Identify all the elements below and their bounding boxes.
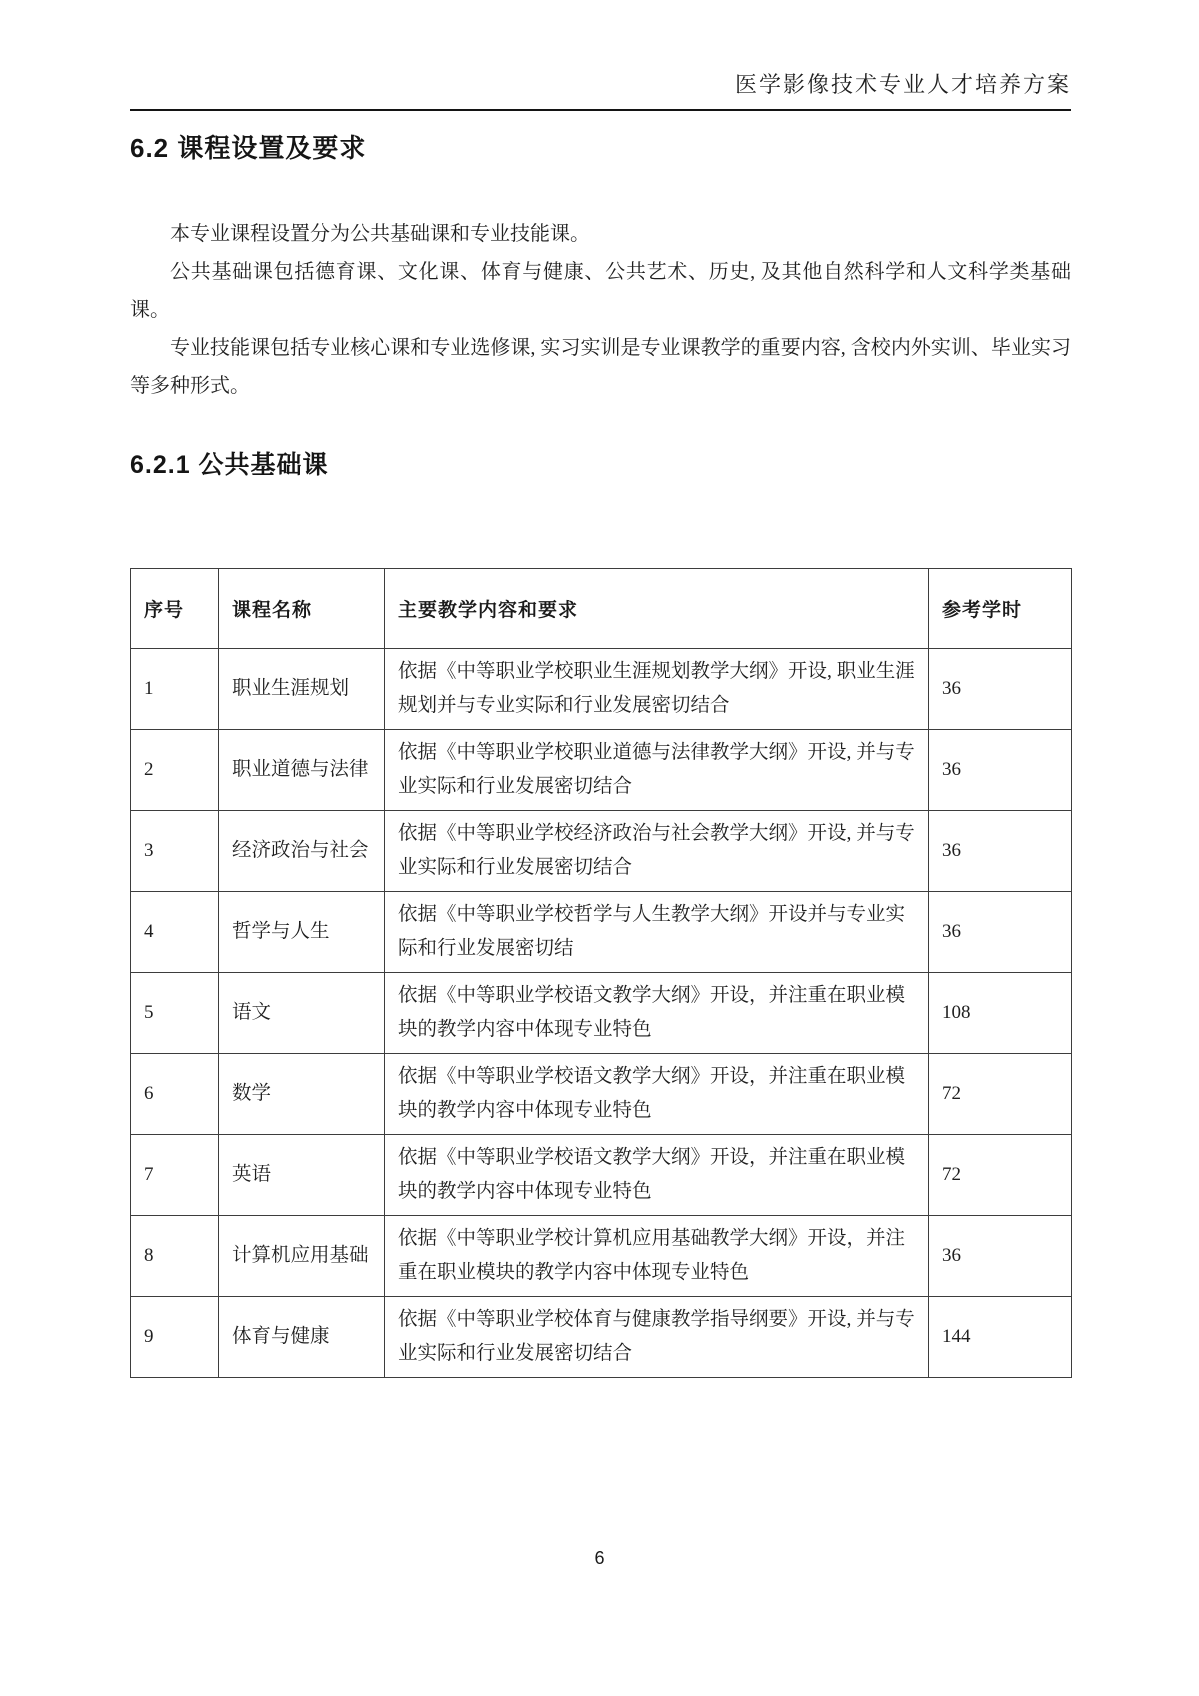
paragraph-intro: 本专业课程设置分为公共基础课和专业技能课。 — [170, 223, 590, 245]
cell-hours: 72 — [929, 1135, 1072, 1216]
cell-no: 3 — [131, 811, 219, 892]
running-header — [130, 0, 1071, 111]
cell-name: 哲学与人生 — [219, 892, 385, 973]
cell-no: 4 — [131, 892, 219, 973]
cell-name: 经济政治与社会 — [219, 811, 385, 892]
table-row — [131, 1216, 1072, 1297]
cell-name: 体育与健康 — [219, 1297, 385, 1378]
table-row — [131, 973, 1072, 1054]
cell-name: 语文 — [219, 973, 385, 1054]
cell-name: 职业生涯规划 — [219, 649, 385, 730]
cell-no: 1 — [131, 649, 219, 730]
cell-hours: 36 — [929, 649, 1072, 730]
cell-no: 2 — [131, 730, 219, 811]
cell-hours: 144 — [929, 1297, 1072, 1378]
document-page — [130, 0, 1071, 1378]
table-header-row — [131, 569, 1072, 649]
table-row — [131, 811, 1072, 892]
cell-content: 依据《中等职业学校经济政治与社会教学大纲》开设, 并与专业实际和行业发展密切结合 — [385, 811, 929, 892]
cell-content: 依据《中等职业学校职业道德与法律教学大纲》开设, 并与专业实际和行业发展密切结合 — [385, 730, 929, 811]
table-row — [131, 1297, 1072, 1378]
cell-hours: 36 — [929, 892, 1072, 973]
cell-no: 9 — [131, 1297, 219, 1378]
cell-hours: 72 — [929, 1054, 1072, 1135]
paragraph-professional-skill: 专业技能课包括专业核心课和专业选修课, 实习实训是专业课教学的重要内容, 含校内外实训、毕业实习等多种形式。 — [130, 337, 1071, 397]
section-heading-6-2: 6.2 课程设置及要求 — [130, 133, 367, 163]
section-heading-6-2-1: 6.2.1 公共基础课 — [130, 451, 329, 479]
running-header-title: 医学影像技术专业人才培养方案 — [734, 72, 1071, 97]
cell-hours: 108 — [929, 973, 1072, 1054]
column-header-hours: 参考学时 — [929, 569, 1072, 649]
cell-hours: 36 — [929, 730, 1072, 811]
table-row — [131, 1054, 1072, 1135]
cell-name: 计算机应用基础 — [219, 1216, 385, 1297]
paragraph-public-basic: 公共基础课包括德育课、文化课、体育与健康、公共艺术、历史, 及其他自然科学和人文科学类基础课。 — [130, 261, 1071, 321]
cell-content: 依据《中等职业学校哲学与人生教学大纲》开设并与专业实际和行业发展密切结 — [385, 892, 929, 973]
column-header-no: 序号 — [131, 569, 219, 649]
cell-content: 依据《中等职业学校语文教学大纲》开设，并注重在职业模块的教学内容中体现专业特色 — [385, 973, 929, 1054]
cell-name: 英语 — [219, 1135, 385, 1216]
body-paragraphs — [130, 215, 1071, 405]
table-row — [131, 1135, 1072, 1216]
cell-no: 5 — [131, 973, 219, 1054]
cell-name: 职业道德与法律 — [219, 730, 385, 811]
column-header-content: 主要教学内容和要求 — [385, 569, 929, 649]
table-row — [131, 892, 1072, 973]
cell-name: 数学 — [219, 1054, 385, 1135]
column-header-name: 课程名称 — [219, 569, 385, 649]
cell-content: 依据《中等职业学校语文教学大纲》开设，并注重在职业模块的教学内容中体现专业特色 — [385, 1054, 929, 1135]
cell-no: 7 — [131, 1135, 219, 1216]
page-number: 6 — [594, 1548, 605, 1568]
cell-content: 依据《中等职业学校语文教学大纲》开设，并注重在职业模块的教学内容中体现专业特色 — [385, 1135, 929, 1216]
table-row — [131, 730, 1072, 811]
cell-hours: 36 — [929, 811, 1072, 892]
cell-no: 8 — [131, 1216, 219, 1297]
public-basic-courses-table — [130, 568, 1072, 1378]
cell-content: 依据《中等职业学校体育与健康教学指导纲要》开设, 并与专业实际和行业发展密切结合 — [385, 1297, 929, 1378]
cell-content: 依据《中等职业学校计算机应用基础教学大纲》开设，并注重在职业模块的教学内容中体现专业特色 — [385, 1216, 929, 1297]
cell-content: 依据《中等职业学校职业生涯规划教学大纲》开设, 职业生涯规划并与专业实际和行业发展密切结合 — [385, 649, 929, 730]
table-row — [131, 649, 1072, 730]
cell-hours: 36 — [929, 1216, 1072, 1297]
cell-no: 6 — [131, 1054, 219, 1135]
